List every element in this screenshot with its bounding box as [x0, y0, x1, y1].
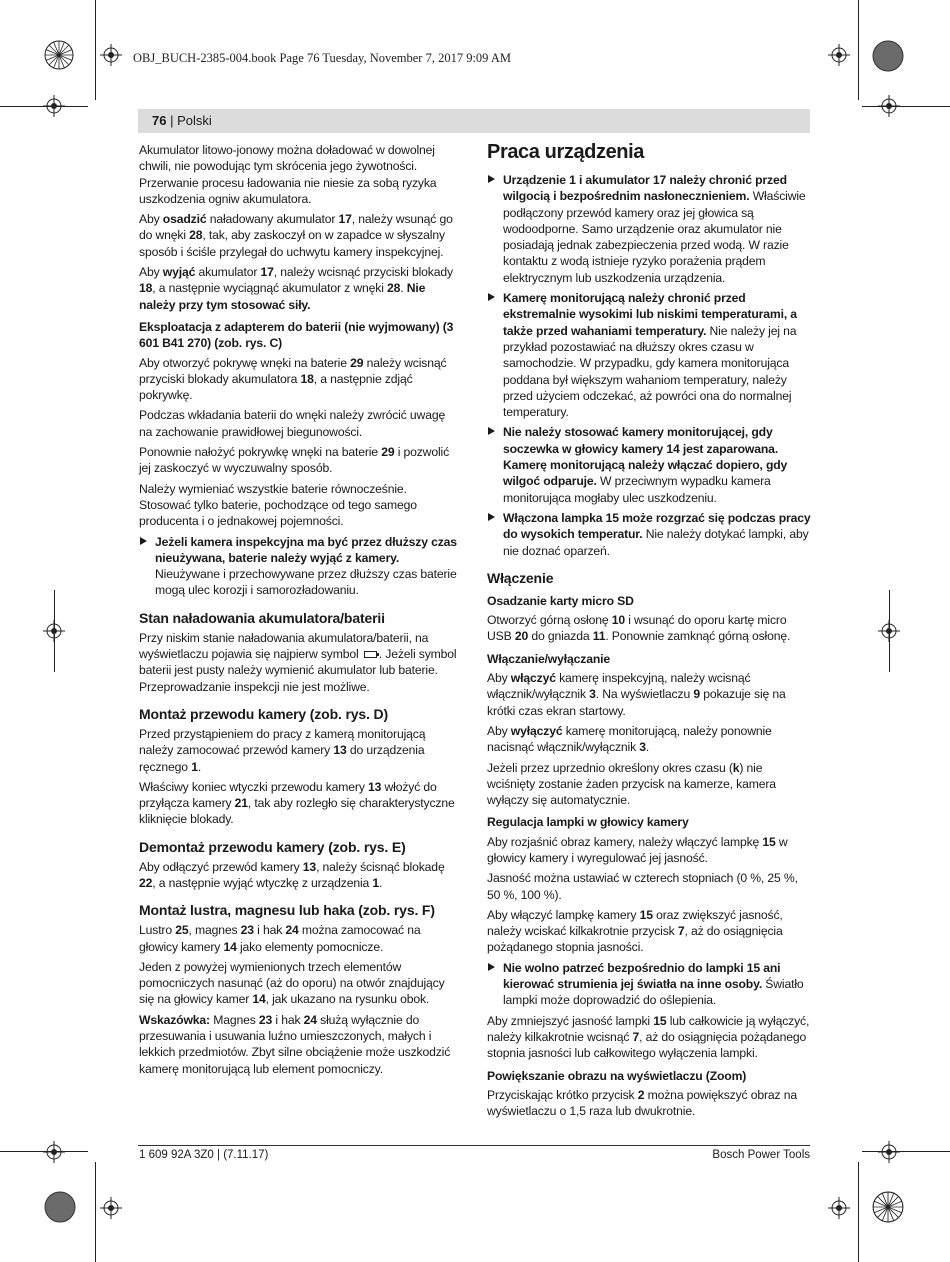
- subheading: Osadzanie karty micro SD: [487, 593, 634, 608]
- registration-crosshair-icon: [43, 1141, 65, 1163]
- paragraph: Właściwy koniec wtyczki przewodu kamery 13 włożyć do przyłącza kamery 21, tak aby rozległo się charakterystyczne kliknięcie blokady.: [139, 779, 455, 827]
- crop-line: [95, 0, 96, 100]
- paragraph: Przyciskając krótko przycisk 2 można powiększyć obraz na wyświetlaczu o 1,5 raza lub dwukrotnie.: [487, 1087, 797, 1119]
- triangle-bullet-icon: [488, 427, 495, 435]
- paragraph: Lustro 25, magnes 23 i hak 24 można zamocować na głowicy kamery 14 jako elementy pomocnicze.: [139, 923, 421, 954]
- subheading: Powiększanie obrazu na wyświetlaczu (Zoom): [487, 1068, 747, 1083]
- book-info-line: OBJ_BUCH-2385-004.book Page 76 Tuesday, November 7, 2017 9:09 AM: [133, 51, 512, 65]
- starburst-mark-icon: [44, 40, 74, 70]
- crop-line: [858, 0, 859, 100]
- page-header: [152, 113, 212, 128]
- paragraph: Aby wyjąć akumulator 17, należy wcisnąć przyciski blokady 18, a następnie wyciągnąć akumulator z wnęki 28. Nie należy przy tym stosować siły.: [139, 265, 453, 312]
- left-column: [139, 142, 461, 1081]
- paragraph: Jeden z powyżej wymienionych trzech elementów pomocniczych nasunąć (aż do oporu) na otwór znajdujący się na głowicy kamer 14, jak ukazano na rysunku obok.: [139, 959, 445, 1007]
- chapter-heading: Praca urządzenia: [487, 141, 645, 163]
- warning-bullet: Nie należy stosować kamery monitorującej, gdy soczewka w głowicy kamery 14 jest zaparowana. Kamerę monitorującą należy włączać dopiero, gdy wilgoć odparuje. W przeciwnym wypadku kamera monitorująca mogłaby ulec uszkodzeniu.: [487, 424, 811, 505]
- paragraph: Aby odłączyć przewód kamery 13, należy ścisnąć blokadę 22, a następnie wyjąć wtyczkę z urządzenia 1.: [139, 859, 445, 890]
- registration-crosshair-icon: [43, 95, 65, 117]
- triangle-bullet-icon: [488, 513, 495, 521]
- paragraph: Jeżeli przez uprzednio określony okres czasu (k) nie wciśnięty zostanie żaden przycisk na kamerze, kamera wyłączy się automatycznie.: [487, 760, 776, 808]
- section-heading: Montaż lustra, magnesu lub haka (zob. rys. F): [139, 902, 435, 919]
- footer-document-code: 1 609 92A 3Z0 | (7.11.17): [139, 1149, 269, 1161]
- starburst-mark-icon: [872, 1191, 904, 1223]
- paragraph: Akumulator litowo-jonowy można doładować w dowolnej chwili, nie powodując tym skrócenia jego żywotności. Przerwanie procesu ładowania nie niesie za sobą ryzyka uszkodzenia ogniw akumulatora.: [139, 143, 437, 206]
- warning-bullet: Kamerę monitorującą należy chronić przed ekstremalnie wysokimi lub niskimi temperaturami, a także przed wahaniami temperatury. Nie należy jej na przykład pozostawiać na dłuższy okres czasu w samochodzie. W przypadku, gdy kamera monitorująca poddana był większym wahaniom temperatury, należy przed użyciem odczekać, aż powróci ona do normalnej temperatury.: [487, 290, 811, 420]
- crop-line: [889, 590, 890, 672]
- registration-crosshair-icon: [878, 95, 900, 117]
- header-separator: |: [166, 113, 178, 128]
- registration-crosshair-icon: [878, 1141, 900, 1163]
- battery-low-icon: [364, 651, 377, 658]
- triangle-bullet-icon: [488, 963, 495, 971]
- subheading: Eksploatacja z adapterem do baterii (nie wyjmowany) (3 601 B41 270) (zob. rys. C): [139, 319, 454, 351]
- crop-line: [95, 1162, 96, 1262]
- grey-dot-mark-icon: [872, 40, 904, 72]
- triangle-bullet-icon: [488, 293, 495, 301]
- triangle-bullet-icon: [140, 537, 147, 545]
- paragraph: Aby zmniejszyć jasność lampki 15 lub całkowicie ją wyłączyć, należy kilkakrotnie wcisnąć 7, aż do osiągnięcia pożądanego stopnia jasności lub całkowitego wyłączenia lampki.: [487, 1013, 810, 1061]
- registration-crosshair-icon: [100, 44, 122, 66]
- footer-rule: [138, 1145, 810, 1146]
- warning-bullet: Włączona lampka 15 może rozgrzać się podczas pracy do wysokich temperatur. Nie należy dotykać lampki, aby nie doznać oparzeń.: [487, 510, 811, 559]
- paragraph: Otworzyć górną osłonę 10 i wsunąć do oporu kartę micro USB 20 do gniazda 11. Ponownie zamknąć górną osłonę.: [487, 613, 791, 644]
- subheading: Regulacja lampki w głowicy kamery: [487, 815, 689, 830]
- paragraph: Przy niskim stanie naładowania akumulatora/baterii, na wyświetlaczu pojawia się najpierw symbol . Jeżeli symbol baterii jest pusty należy wymienić akumulator lub baterie. Przeprowadzanie inspekcji nie jest możliwe.: [139, 630, 457, 694]
- crop-line: [858, 1162, 859, 1262]
- paragraph: Aby włączyć lampkę kamery 15 oraz zwiększyć jasność, należy wciskać kilkakrotnie przycisk 7, aż do osiągnięcia pożądanego stopnia jasności.: [487, 907, 783, 955]
- crop-line: [862, 106, 950, 107]
- paragraph: Aby rozjaśnić obraz kamery, należy włączyć lampkę 15 w głowicy kamery i wyregulować jej jasność.: [487, 834, 788, 865]
- warning-bullet: Urządzenie 1 i akumulator 17 należy chronić przed wilgocią i bezpośrednim nasłonecznieniem. Właściwie podłączony przewód kamery oraz jej głowica są wodoodporne. Samo urządzenie oraz akumulator nie posiadają jednak zabezpieczenia przed wodą. W razie kontaktu z wodą istnieje ryzyko porażenia prądem elektrycznym lub uszkodzenia urządzenia.: [487, 172, 811, 286]
- section-heading: Demontaż przewodu kamery (zob. rys. E): [139, 838, 406, 855]
- paragraph: Przed przystąpieniem do pracy z kamerą monitorującą należy zamocować przewód kamery 13 do urządzenia ręcznego 1.: [139, 726, 426, 774]
- page-number: 76: [152, 113, 167, 128]
- warning-bullet: Nie wolno patrzeć bezpośrednio do lampki 15 ani kierować strumienia jej światła na inne osoby. Światło lampki może doprowadzić do oślepienia.: [487, 960, 811, 1009]
- paragraph: Aby wyłączyć kamerę monitorującą, należy ponownie nacisnąć włącznik/wyłącznik 3.: [487, 723, 772, 755]
- registration-crosshair-icon: [828, 44, 850, 66]
- footer-brand: Bosch Power Tools: [712, 1149, 810, 1161]
- header-language: Polski: [177, 113, 212, 128]
- registration-crosshair-icon: [100, 1197, 122, 1219]
- registration-crosshair-icon: [828, 1197, 850, 1219]
- paragraph: Podczas wkładania baterii do wnęki należy zwrócić uwagę na zachowanie prawidłowej biegunowości.: [139, 408, 446, 439]
- subheading: Włączanie/wyłączanie: [487, 651, 610, 666]
- paragraph: Ponownie nałożyć pokrywkę wnęki na baterie 29 i pozwolić jej zaskoczyć w wyczuwalny sposób.: [139, 445, 450, 476]
- paragraph: Aby otworzyć pokrywę wnęki na baterie 29 należy wcisnąć przyciski blokady akumulatora 18, a następnie zdjąć pokrywkę.: [139, 355, 447, 403]
- warning-bullet: Jeżeli kamera inspekcyjna ma być przez dłuższy czas nieużywana, baterie należy wyjąć z kamery. Nieużywane i przechowywane przez dłuższy czas baterie mogą ulec korozji i samorozładowaniu.: [139, 534, 461, 599]
- page-header-band: [138, 109, 810, 133]
- paragraph: Należy wymieniać wszystkie baterie równocześnie. Stosować tylko baterie, pochodzące od tego samego producenta i o jednakowej pojemności.: [139, 481, 417, 529]
- section-heading: Montaż przewodu kamery (zob. rys. D): [139, 705, 388, 722]
- right-column: [487, 142, 811, 1123]
- paragraph: Jasność można ustawiać w czterech stopniach (0 %, 25 %, 50 %, 100 %).: [487, 871, 798, 902]
- paragraph: Aby osadzić naładowany akumulator 17, należy wsunąć go do wnęki 28, tak, aby zaskoczył on w zapadce w słyszalny sposób i ściśle przylegał do uchwytu kamery inspekcyjnej.: [139, 212, 453, 259]
- crop-line: [54, 590, 55, 672]
- grey-dot-mark-icon: [44, 1191, 76, 1223]
- crop-line: [862, 1151, 950, 1152]
- paragraph: Aby włączyć kamerę inspekcyjną, należy wcisnąć włącznik/wyłącznik 3. Na wyświetlaczu 9 pokazuje się na krótki czas ekran startowy.: [487, 671, 786, 718]
- section-heading: Włączenie: [487, 569, 554, 586]
- paragraph: Wskazówka: Magnes 23 i hak 24 służą wyłącznie do przesuwania i usuwania luźno umieszczonych, małych i lekkich przedmiotów. Zbyt silne obciążenie może uszkodzić kamerę monitorującą lub element pomocniczy.: [139, 1012, 451, 1076]
- section-heading: Stan naładowania akumulatora/baterii: [139, 609, 385, 626]
- triangle-bullet-icon: [488, 175, 495, 183]
